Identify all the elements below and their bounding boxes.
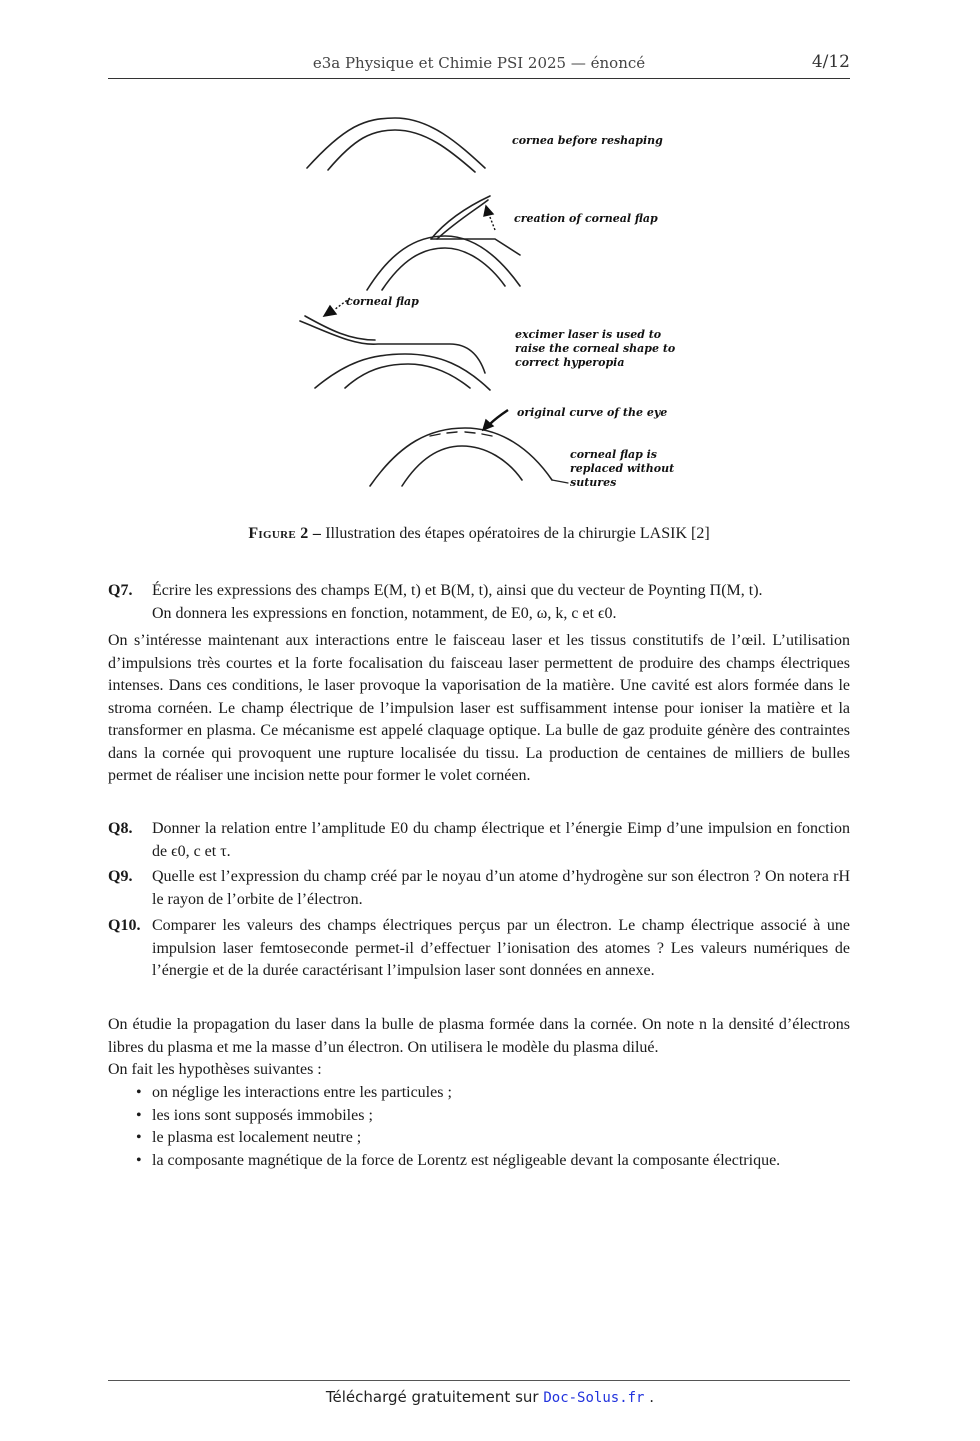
paragraph-plasma: [108, 1014, 850, 1082]
question-q8: [108, 818, 850, 863]
question-text: Donner la relation entre l’amplitude E0 du champ électrique et l’énergie Eimp d’une impulsion en fonction de ϵ0, c et τ.: [152, 820, 850, 860]
sutures-leader-line: [552, 480, 568, 483]
flap-creation-arrow-head: [484, 206, 493, 216]
lasik-figure: [290, 108, 676, 500]
figure-caption: [108, 525, 850, 543]
cornea-reshaped-outer: [315, 354, 490, 390]
label-excimer-line: correct hyperopia: [515, 356, 625, 369]
cornea-final-inner: [402, 446, 522, 486]
page-number: 4/12: [811, 52, 850, 72]
bullet-icon: •: [136, 1106, 142, 1124]
bullet-icon: •: [136, 1084, 142, 1101]
label-flap-replaced: [570, 448, 674, 490]
corneal-flap-arrow-head: [324, 306, 336, 316]
q7-line1: Écrire les expressions des champs E(M, t) et B(M, t), ainsi que du vecteur de Poynting Π(M, t).: [152, 582, 763, 599]
list-item: [108, 1150, 850, 1173]
question-text: Comparer les valeurs des champs électriques perçus par un électron. Le champ électrique associé à une impulsion laser femtoseconde permet-il d’effectuer l’ionisation des atomes ? Les valeurs numériques de l’énergie et de la durée caractérisant l’impulsion laser sont données en annexe.: [152, 917, 850, 979]
hypotheses-list: [108, 1082, 850, 1172]
bullet-icon: •: [136, 1129, 142, 1146]
figure-number: Figure 2 –: [248, 525, 322, 542]
cornea-outer-curve-2: [367, 236, 520, 290]
hypotheses-intro: On fait les hypothèses suivantes :: [108, 1061, 322, 1078]
footer-end: .: [649, 1388, 655, 1406]
bullet-icon: •: [136, 1151, 142, 1169]
cornea-outer-curve-1: [307, 118, 485, 168]
list-item: [108, 1082, 850, 1105]
list-item-text: les ions sont supposés immobiles ;: [152, 1106, 373, 1124]
label-excimer: [515, 328, 675, 370]
original-curve-dashes: [430, 432, 492, 436]
question-number: Q9.: [108, 868, 133, 885]
doc-solus-link[interactable]: Doc-Solus.fr: [543, 1390, 645, 1406]
list-item-text: la composante magnétique de la force de Lorentz est négligeable devant la composante électrique.: [152, 1151, 781, 1169]
page-header: [108, 52, 850, 79]
question-q10: [108, 915, 850, 983]
label-flap-replaced-line: corneal flap is: [570, 448, 657, 461]
label-creation-flap: creation of corneal flap: [514, 212, 658, 225]
original-curve-arrow-shaft: [490, 410, 508, 424]
flap-lifted-outer: [431, 196, 490, 239]
label-flap-replaced-line: sutures: [570, 476, 617, 489]
label-original-curve: original curve of the eye: [517, 406, 668, 419]
question-number: Q8.: [108, 820, 133, 837]
header-title: e3a Physique et Chimie PSI 2025 — énoncé: [312, 54, 646, 72]
question-q7: [108, 580, 850, 625]
flap-hinge-line: [431, 239, 520, 255]
plasma-intro: On étudie la propagation du laser dans la bulle de plasma formée dans la cornée. On note n la densité d’électrons libres du plasma et me la masse d’un électron. On utilisera le modèle du plasma dilué.: [108, 1016, 850, 1056]
question-number: Q10.: [108, 917, 141, 934]
question-number: Q7.: [108, 582, 133, 599]
cornea-reshaped-inner: [345, 364, 470, 388]
question-q9: [108, 866, 850, 911]
cornea-inner-curve-2: [382, 248, 505, 290]
question-text: [152, 580, 850, 625]
q7-line2: On donnera les expressions en fonction, notamment, de E0, ω, k, c et ϵ0.: [152, 604, 617, 622]
footer-text: Téléchargé gratuitement sur: [325, 1388, 539, 1406]
list-item-text: on néglige les interactions entre les particules ;: [152, 1084, 452, 1101]
page-footer: [0, 1388, 980, 1406]
cornea-final-outer: [370, 428, 552, 486]
list-item: [108, 1105, 850, 1128]
figure-caption-text: Illustration des étapes opératoires de la chirurgie LASIK [2]: [325, 525, 710, 542]
list-item-text: le plasma est localement neutre ;: [152, 1129, 362, 1146]
flap-lifted-inner: [437, 200, 488, 239]
label-corneal-flap: corneal flap: [346, 295, 419, 308]
question-text: Quelle est l’expression du champ créé par le noyau d’un atome d’hydrogène sur son électron ? On notera rH le rayon de l’orbite de l’électron.: [152, 868, 850, 908]
label-flap-replaced-line: replaced without: [570, 462, 675, 475]
footer-divider: [108, 1380, 850, 1381]
label-cornea-before: cornea before reshaping: [512, 134, 663, 147]
list-item: [108, 1127, 850, 1150]
paragraph-laser-interaction: On s’intéresse maintenant aux interactions entre le faisceau laser et les tissus constitutifs de l’œil. L’utilisation d’impulsions très courtes et la forte focalisation du faisceau laser permettent de produire des champs électriques intenses. Dans ces conditions, le laser provoque la vaporisation de la matière. Une cavité est alors formée dans le stroma cornéen. Le champ électrique de l’impulsion laser est suffisamment intense pour ioniser la matière et la transformer en plasma. Ce mécanisme est appelé claquage optique. La bulle de gaz produite génère des contraintes dans la cornée qui provoquent une rupture localisée du tissu. La production de centaines de milliers de bulles permet de réaliser une incision nette pour former le volet cornéen.: [108, 632, 850, 784]
cornea-inner-curve-1: [328, 130, 475, 172]
label-excimer-line: raise the corneal shape to: [515, 342, 676, 355]
label-excimer-line: excimer laser is used to: [515, 328, 662, 341]
